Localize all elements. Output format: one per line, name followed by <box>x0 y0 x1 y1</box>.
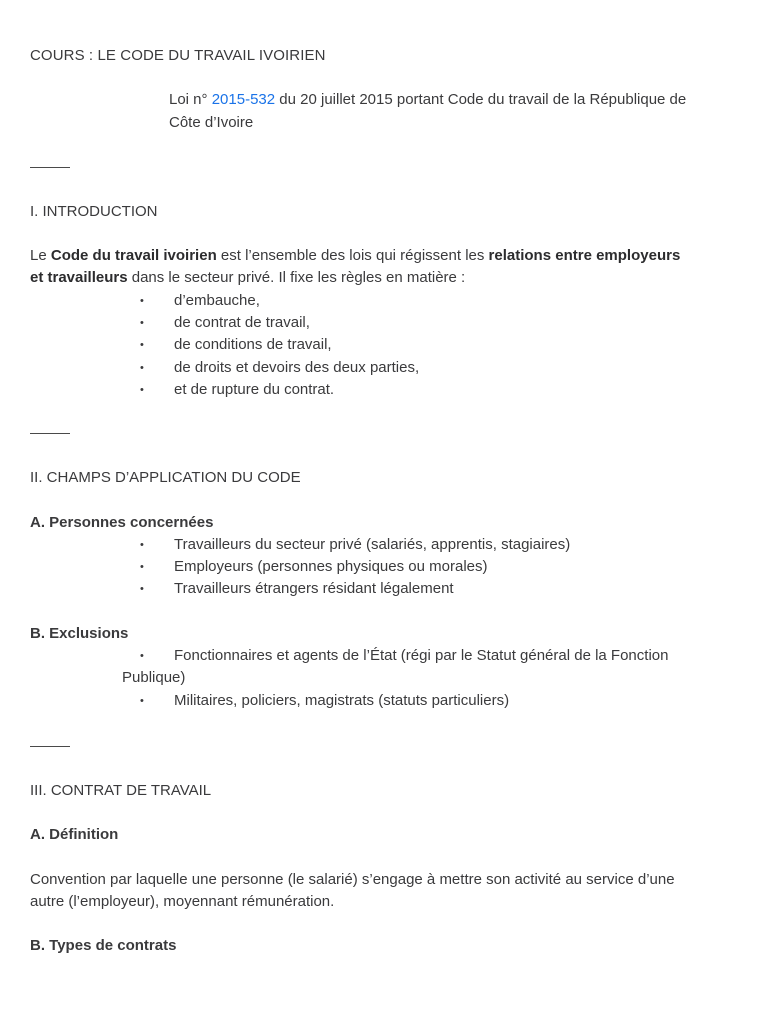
intro-bold-relations: relations entre employeurs <box>488 247 681 265</box>
definition-line: autre (l’employeur), moyennant rémunération. <box>30 892 335 910</box>
intro-bullet-list <box>30 290 740 401</box>
divider <box>30 746 70 747</box>
list-item <box>30 645 740 690</box>
list-item: • de droits et devoirs des deux parties, <box>30 357 740 379</box>
definition-line: Convention par laquelle une personne (le salarié) s’engage à mettre son activité au service d’une <box>30 870 675 888</box>
law-description: du 20 juillet 2015 portant Code du travail de la République de <box>275 91 687 109</box>
law-prefix: Loi n° <box>169 91 212 109</box>
subsection-title-personnes: A. Personnes concernées <box>30 513 214 531</box>
subsection-title-exclusions: B. Exclusions <box>30 624 129 642</box>
law-number-link[interactable]: 2015-532 <box>211 91 276 109</box>
list-item-line: Publique) <box>122 669 186 687</box>
list-item: • Travailleurs étrangers résidant légalement <box>30 578 740 600</box>
subsection-title-definition: A. Définition <box>30 826 119 844</box>
list-item: • d’embauche, <box>30 290 740 312</box>
intro-text: est l’ensemble des lois qui régissent les <box>216 247 489 265</box>
intro-text: dans le secteur privé. Il fixe les règles en matière : <box>127 269 466 287</box>
list-item: • Travailleurs du secteur privé (salariés, apprentis, stagiaires) <box>30 534 740 556</box>
section-heading-champs: II. CHAMPS D’APPLICATION DU CODE <box>30 469 301 487</box>
definition-paragraph <box>30 869 740 914</box>
list-item: • Employeurs (personnes physiques ou morales) <box>30 556 740 578</box>
law-description-line2: Côte d’Ivoire <box>169 113 254 131</box>
list-item: • Militaires, policiers, magistrats (statuts particuliers) <box>30 690 740 712</box>
list-item: • de contrat de travail, <box>30 312 740 334</box>
document <box>30 45 740 957</box>
list-item: • et de rupture du contrat. <box>30 379 740 401</box>
exclusions-bullet-list <box>30 645 740 712</box>
divider <box>30 433 70 434</box>
intro-text: Le <box>30 247 51 265</box>
law-reference <box>169 89 740 134</box>
document-title: COURS : LE CODE DU TRAVAIL IVOIRIEN <box>30 47 326 64</box>
divider <box>30 167 70 168</box>
list-item: • de conditions de travail, <box>30 334 740 356</box>
intro-bold-travailleurs: et travailleurs <box>30 269 128 287</box>
personnes-bullet-list <box>30 534 740 601</box>
section-heading-contrat: III. CONTRAT DE TRAVAIL <box>30 781 212 799</box>
intro-bold-code: Code du travail ivoirien <box>50 247 217 265</box>
list-item-line: • Fonctionnaires et agents de l’État (régi par le Statut général de la Fonction <box>174 647 669 665</box>
section-heading-introduction: I. INTRODUCTION <box>30 202 158 220</box>
subsection-title-types: B. Types de contrats <box>30 937 177 955</box>
intro-paragraph <box>30 245 740 290</box>
